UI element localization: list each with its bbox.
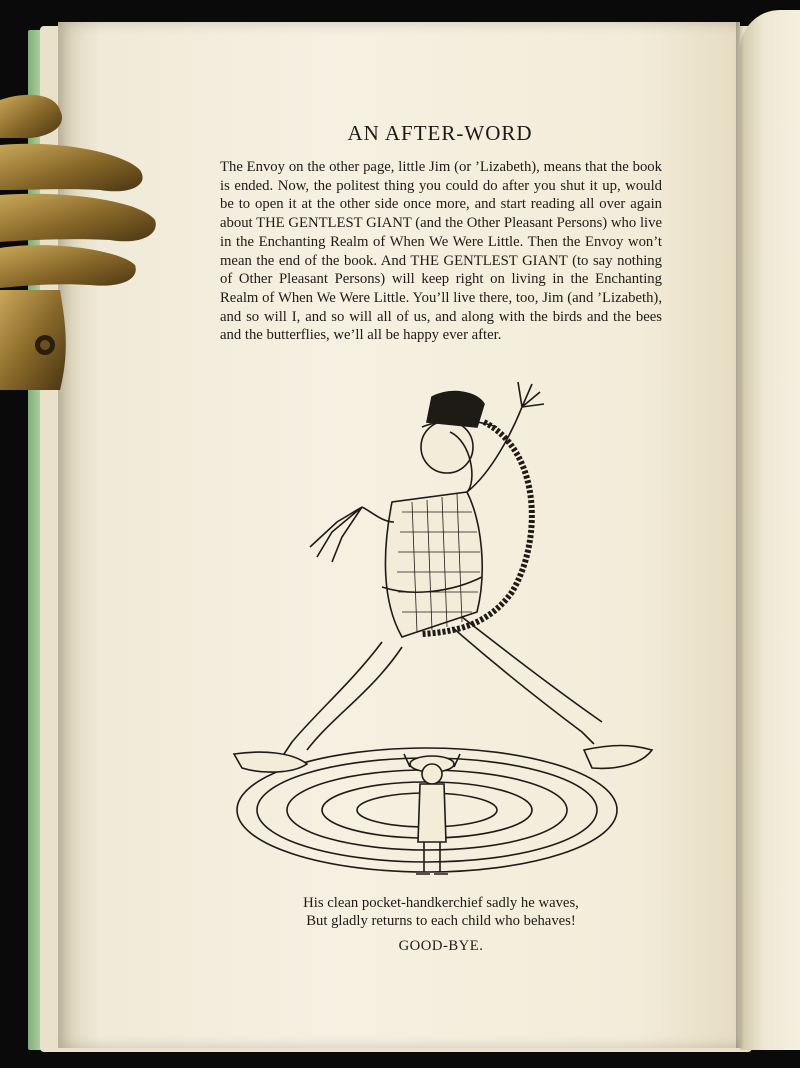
caption-line-1: His clean pocket-handkerchief sadly he waves, <box>303 895 579 911</box>
caption <box>220 894 662 930</box>
page-heading: AN AFTER-WORD <box>347 121 533 145</box>
after-word-paragraph: The Envoy on the other page, little Jim (or ’Lizabeth), means that the book is ended. Now, the politest thing you could do after you shut it up, would be to open it at the other side once more, and start reading all over again about THE GENTLEST GIANT (and the Other Pleasant Persons) who live in the Enchanting Realm of When We Were Little. Then the Envoy won’t mean the end of the book. And THE GENTLEST GIANT (to say nothing of Other Pleasant Persons) will keep right on living in the Enchanting Realm of When We Were Little. You’ll live there, too, Jim (and ’Lizabeth), and so will I, and so will all of us, and along with the birds and the bees and the butterflies, we’ll all be happy ever after. <box>220 159 662 344</box>
closing-text: GOOD-BYE. <box>398 938 484 954</box>
giant-and-child-illustration-icon <box>222 372 662 892</box>
gutter-shadow <box>736 22 744 1048</box>
right-page-edge <box>740 10 800 1050</box>
caption-line-2: But gladly returns to each child who behaves! <box>306 913 576 929</box>
brass-hand-bookend-icon <box>0 90 160 390</box>
